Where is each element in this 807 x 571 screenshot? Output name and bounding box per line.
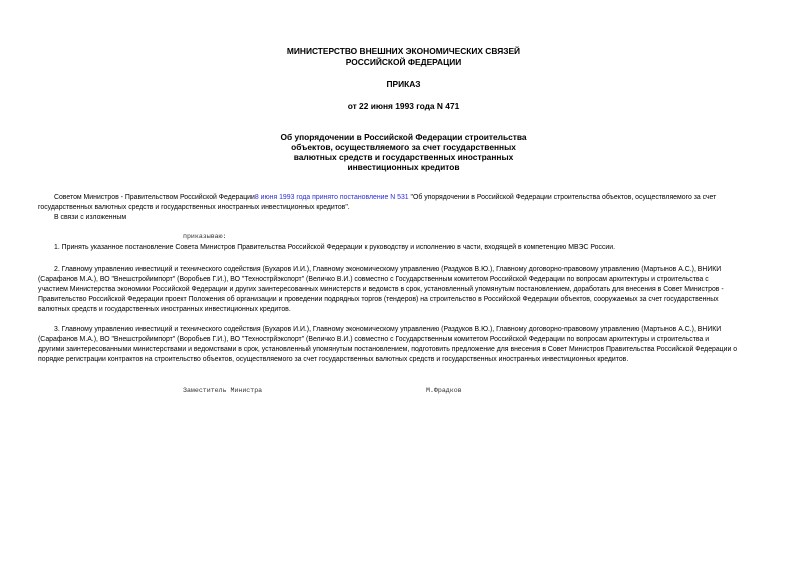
document-type: ПРИКАЗ: [386, 79, 421, 89]
intro-line3: В связи с изложенным: [54, 214, 127, 221]
item-1-text: 1. Принять указанное постановление Совета Министров Правительства Российской Федерации к руководству и исполнению в части, входящей в компетенцию МВЭС России.: [54, 244, 616, 251]
item-2-line2: (Сарафанов М.А.), ВО "Внешстройимпорт" (Воробьев Г.И.), ВО "Технострйэкспорт" (Величко В.И.) совместно с Государственным комитетом Российской Федерации по вопросам архитектуры и строительства с: [38, 276, 709, 283]
document-date-number: от 22 июня 1993 года N 471: [347, 101, 460, 111]
intro-paragraph: [38, 193, 768, 223]
signature-position: Заместитель Министра: [183, 387, 263, 394]
ministry-name-line2: РОССИЙСКОЙ ФЕДЕРАЦИИ: [345, 57, 462, 67]
ministry-name-line1: МИНИСТЕРСТВО ВНЕШНИХ ЭКОНОМИЧЕСКИХ СВЯЗЕЙ: [286, 46, 521, 56]
resolution-link[interactable]: 8 июня 1993 года принято постановление N 531: [254, 194, 409, 201]
item-3: [38, 325, 768, 365]
item-3-line2: (Сарафанов М.А.), ВО "Внешстройимпорт" (Воробьев Г.И.), ВО "Технострйэкспорт" (Величко В.И.) совместно с Государственным комитетом Российской Федерации по вопросам архитектуры и строительства и: [38, 336, 710, 343]
order-word: приказываю:: [183, 233, 227, 240]
item-2-line1: 2. Главному управлению инвестиций и технического содействия (Бухаров И.И.), Главному экономическому управлению (Раздуков В.Ю.), Главному договорно-правовому управлению (Мартынов А.С.), ВНИКИ: [54, 266, 722, 273]
title-line4: инвестиционных кредитов: [347, 162, 460, 172]
intro-text-start: Советом Министров - Правительством Российской Федерации: [54, 194, 255, 201]
title-line1: Об упорядочении в Российской Федерации строительства: [280, 132, 527, 142]
title-line3: валютных средств и государственных иностранных: [293, 152, 514, 162]
item-3-line3: другими заинтересованными министерствами и ведомствами в срок, установленный упомянутым постановлением, подготовить предложение для внесения в Совет Министров Правительства Российской Федерации о: [38, 346, 738, 353]
intro-line2: государственных валютных средств и государственных иностранных инвестиционных кредитов".: [38, 204, 350, 211]
item-3-line1: 3. Главному управлению инвестиций и технического содействия (Бухаров И.И.), Главному экономическому управлению (Раздуков В.Ю.), Главному договорно-правовому управлению (Мартынов А.С.), ВНИКИ: [54, 326, 722, 333]
intro-text-end: "Об упорядочении в Российской Федерации строительства объектов, осуществляемого за счет: [408, 194, 717, 201]
intro-line1: [38, 193, 768, 203]
title-line2: объектов, осуществляемого за счет государственных: [291, 142, 516, 152]
item-1: [38, 243, 768, 253]
signature-name: М.Фрадков: [426, 387, 462, 394]
item-2-line5: валютных средств и государственных иностранных инвестиционных кредитов.: [38, 306, 291, 313]
item-2: [38, 265, 768, 315]
item-3-line4: порядке регистрации контрактов на строительство объектов, осуществляемого за счет государственных валютных средств и государственных иностранных инвестиционных кредитов.: [38, 356, 629, 363]
item-2-line4: Правительство Российской Федерации проект Положения об организации и проведении подрядных торгов (тендеров) на строительство в Российской Федерации объектов, сооружаемых за счет государственных: [38, 296, 719, 303]
item-2-line3: участием Министерства экономики Российской Федерации и других заинтересованных министерств и ведомств в срок, установленный упомянутым постановлением, доработать для внесения в Совет Министров -: [38, 286, 724, 293]
